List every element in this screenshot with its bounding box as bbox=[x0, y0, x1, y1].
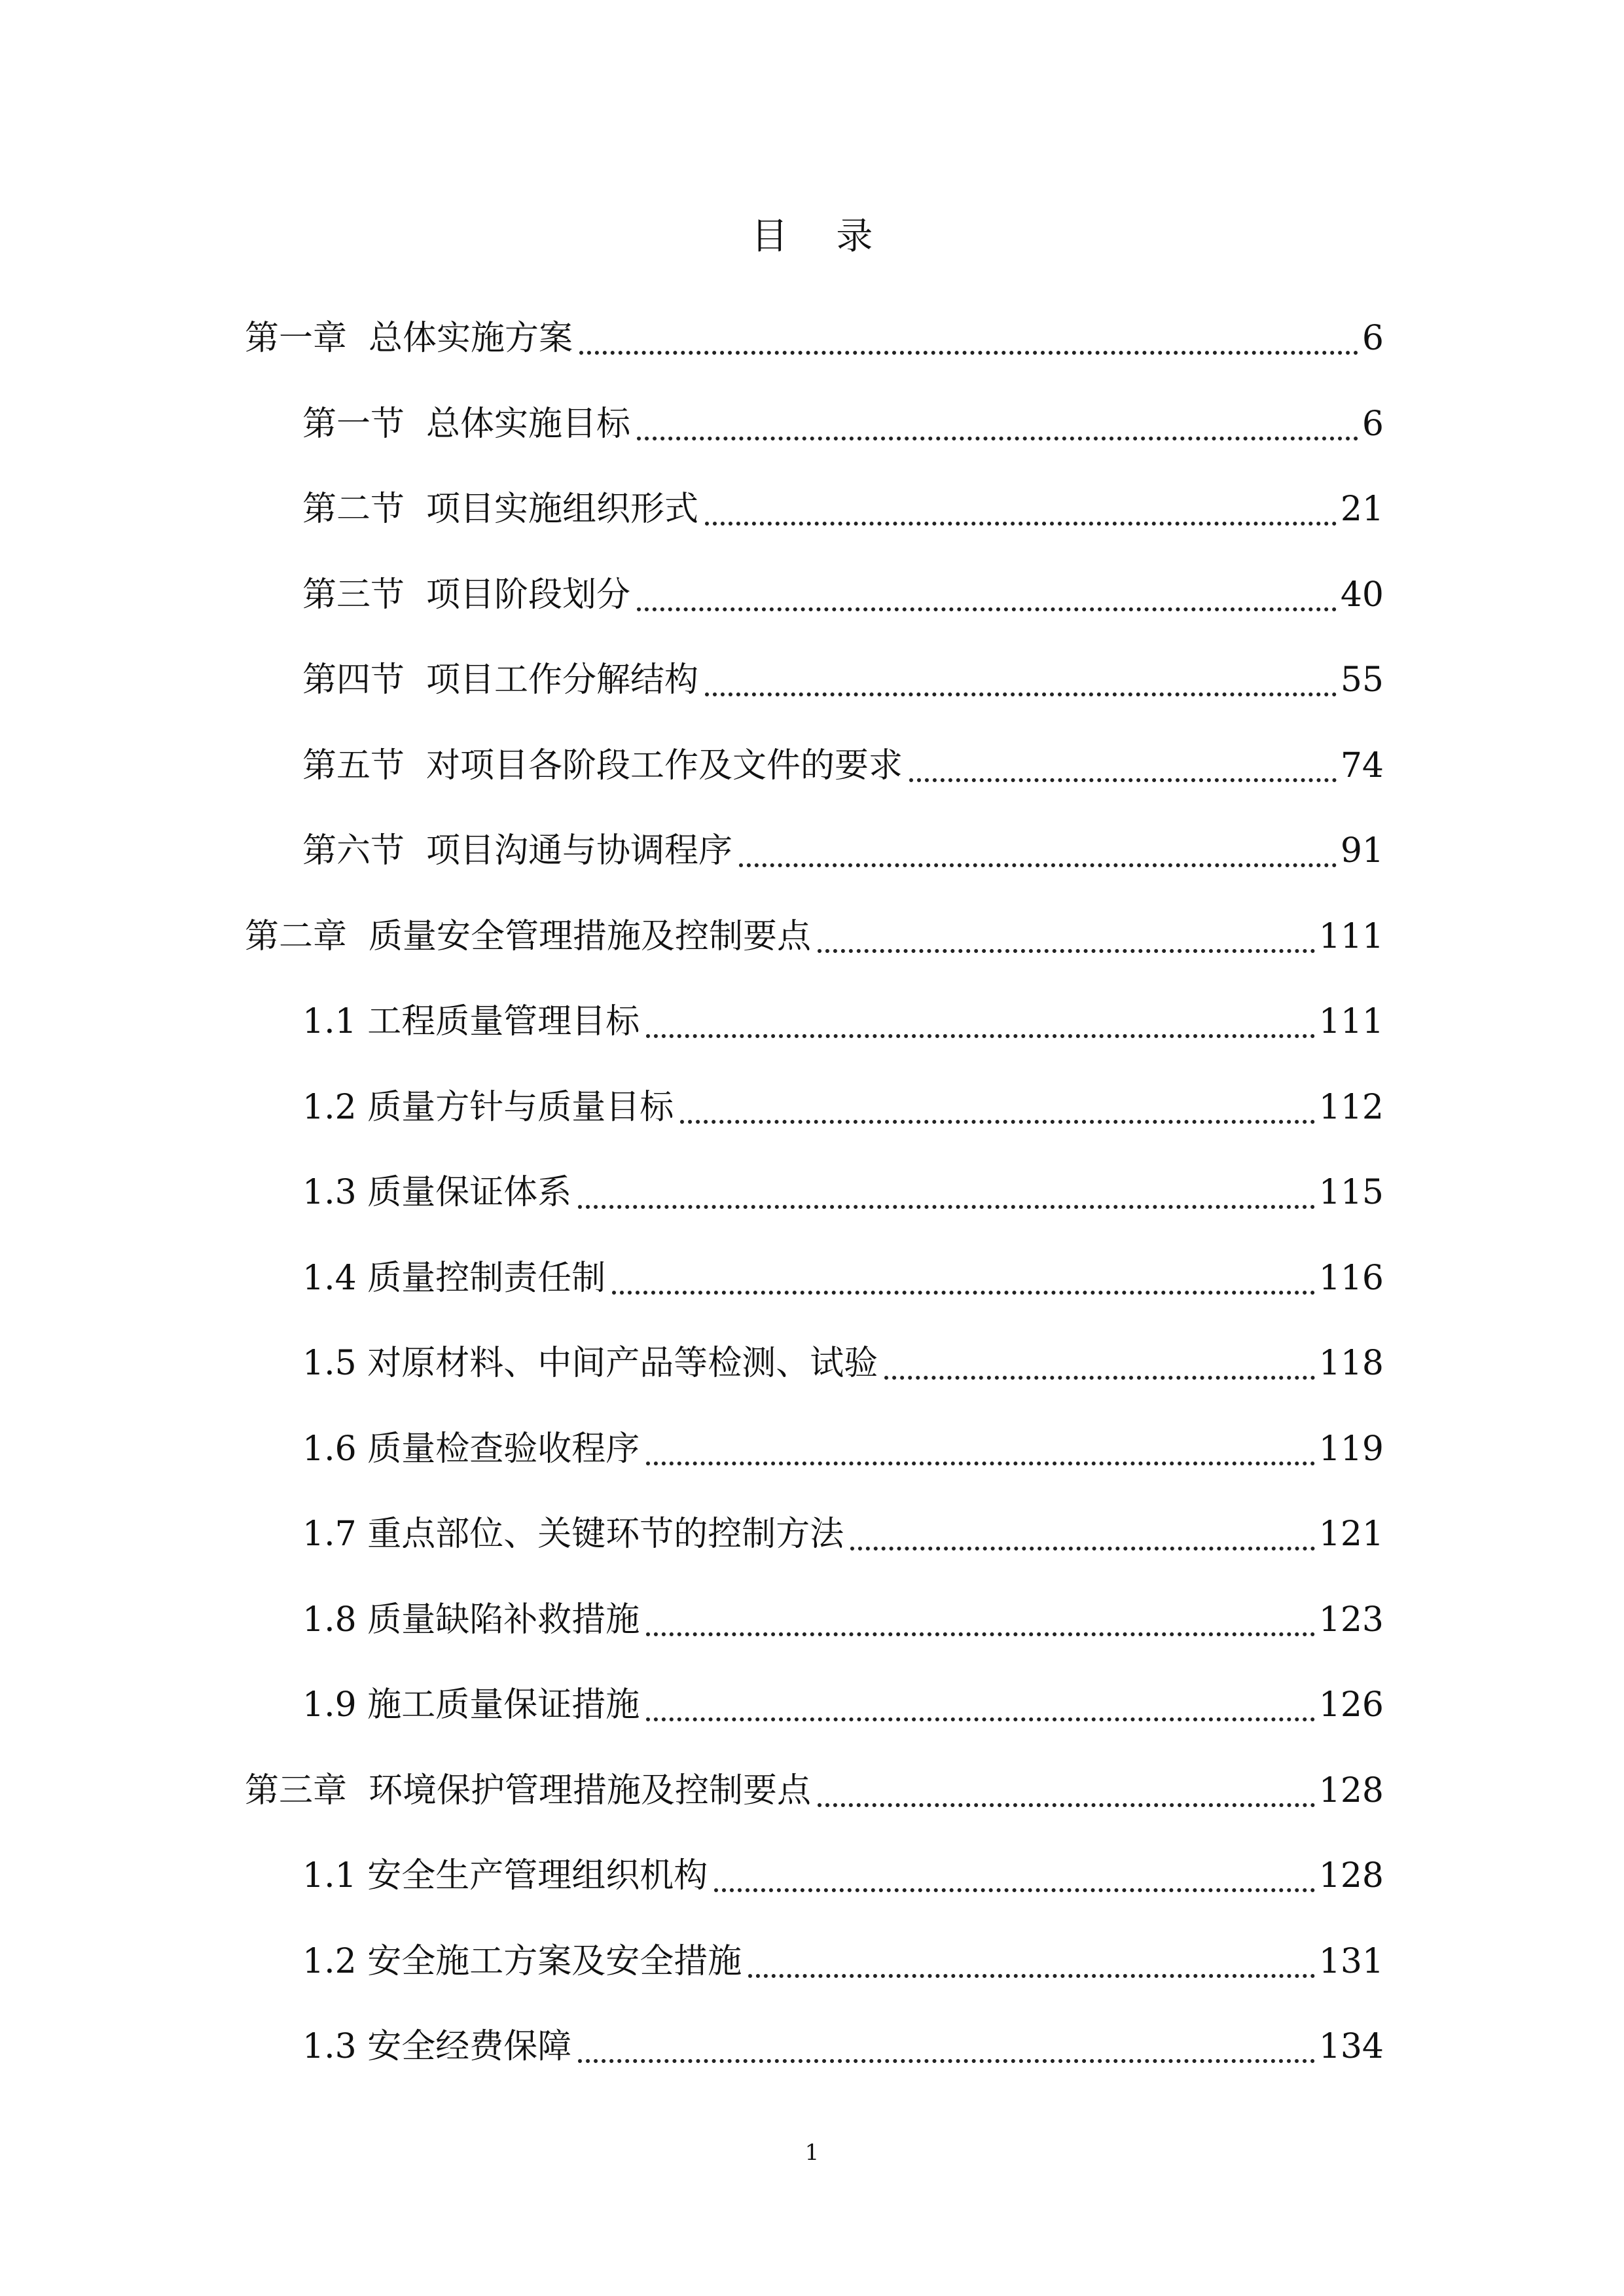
dot-leader bbox=[637, 607, 1337, 611]
dot-leader bbox=[818, 949, 1315, 953]
dot-leader bbox=[646, 1717, 1315, 1721]
toc-entry-section-3-1[interactable] bbox=[245, 1833, 1384, 1919]
toc-title: 目 录 bbox=[751, 215, 892, 258]
dot-leader bbox=[739, 863, 1337, 867]
toc-entry-section-3-2[interactable] bbox=[245, 1919, 1384, 2005]
dot-leader bbox=[646, 1462, 1315, 1465]
toc-entry-page: 131 bbox=[1318, 1941, 1384, 1981]
dot-leader bbox=[884, 1376, 1315, 1380]
toc-entry-label: 1.4 质量控制责任制 bbox=[302, 1258, 606, 1298]
toc-entry-page: 112 bbox=[1318, 1087, 1384, 1127]
toc-entry-label: 第五节 对项目各阶段工作及文件的要求 bbox=[302, 745, 903, 785]
toc-entry-label: 1.3 安全经费保障 bbox=[302, 2027, 572, 2067]
toc-entry-page: 126 bbox=[1318, 1685, 1384, 1725]
toc-entry-page: 115 bbox=[1318, 1173, 1384, 1213]
dot-leader bbox=[612, 1291, 1315, 1295]
toc-entry-section-2-1[interactable] bbox=[245, 979, 1384, 1065]
toc-entry-page: 111 bbox=[1318, 916, 1384, 956]
toc-entry-page: 134 bbox=[1318, 2027, 1384, 2067]
toc-entry-label: 第四节 项目工作分解结构 bbox=[302, 660, 699, 700]
dot-leader bbox=[578, 2059, 1315, 2063]
dot-leader bbox=[646, 1632, 1315, 1636]
toc-entry-chapter-1[interactable] bbox=[245, 296, 1384, 382]
toc-entry-label: 第三节 项目阶段划分 bbox=[302, 575, 631, 615]
table-of-contents bbox=[245, 296, 1384, 2090]
toc-entry-section-1-2[interactable] bbox=[245, 467, 1384, 552]
toc-entry-section-2-5[interactable] bbox=[245, 1321, 1384, 1407]
dot-leader bbox=[909, 778, 1337, 782]
toc-entry-chapter-2[interactable] bbox=[245, 894, 1384, 980]
toc-entry-page: 123 bbox=[1318, 1600, 1384, 1640]
toc-entry-label: 第二节 项目实施组织形式 bbox=[302, 490, 699, 529]
toc-entry-label: 1.1 安全生产管理组织机构 bbox=[302, 1856, 708, 1896]
toc-entry-label: 1.2 质量方针与质量目标 bbox=[302, 1087, 674, 1127]
toc-entry-label: 1.7 重点部位、关键环节的控制方法 bbox=[302, 1515, 844, 1554]
dot-leader bbox=[818, 1803, 1315, 1807]
dot-leader bbox=[578, 1205, 1315, 1209]
dot-leader bbox=[850, 1547, 1315, 1551]
toc-entry-chapter-3[interactable] bbox=[245, 1748, 1384, 1834]
toc-entry-label: 第六节 项目沟通与协调程序 bbox=[302, 831, 733, 871]
toc-entry-section-2-8[interactable] bbox=[245, 1577, 1384, 1663]
toc-entry-label: 第三章 环境保护管理措施及控制要点 bbox=[245, 1770, 812, 1810]
toc-entry-page: 119 bbox=[1318, 1429, 1384, 1469]
toc-entry-label: 1.8 质量缺陷补救措施 bbox=[302, 1600, 640, 1640]
dot-leader bbox=[748, 1974, 1315, 1978]
dot-leader bbox=[579, 351, 1358, 355]
toc-entry-label: 1.5 对原材料、中间产品等检测、试验 bbox=[302, 1344, 878, 1384]
toc-entry-label: 第二章 质量安全管理措施及控制要点 bbox=[245, 916, 812, 956]
dot-leader bbox=[705, 692, 1337, 696]
toc-entry-section-2-3[interactable] bbox=[245, 1150, 1384, 1236]
toc-entry-page: 118 bbox=[1318, 1344, 1384, 1384]
toc-entry-section-1-4[interactable] bbox=[245, 637, 1384, 723]
toc-entry-section-1-5[interactable] bbox=[245, 723, 1384, 809]
toc-entry-page: 128 bbox=[1318, 1856, 1384, 1896]
toc-entry-label: 1.3 质量保证体系 bbox=[302, 1173, 572, 1213]
toc-entry-page: 40 bbox=[1340, 575, 1384, 615]
toc-entry-page: 55 bbox=[1340, 660, 1384, 700]
toc-entry-label: 第一章 总体实施方案 bbox=[245, 319, 573, 359]
toc-entry-page: 128 bbox=[1318, 1770, 1384, 1810]
toc-entry-section-2-4[interactable] bbox=[245, 1236, 1384, 1321]
toc-entry-page: 6 bbox=[1362, 319, 1384, 359]
toc-entry-section-3-3[interactable] bbox=[245, 2004, 1384, 2090]
toc-entry-page: 91 bbox=[1340, 831, 1384, 871]
toc-entry-label: 1.1 工程质量管理目标 bbox=[302, 1002, 640, 1042]
toc-entry-page: 111 bbox=[1318, 1002, 1384, 1042]
dot-leader bbox=[646, 1034, 1315, 1038]
dot-leader bbox=[680, 1120, 1315, 1124]
toc-entry-page: 116 bbox=[1318, 1258, 1384, 1298]
toc-entry-page: 6 bbox=[1362, 404, 1384, 444]
dot-leader bbox=[714, 1888, 1315, 1892]
toc-entry-section-2-6[interactable] bbox=[245, 1407, 1384, 1492]
toc-entry-section-2-9[interactable] bbox=[245, 1662, 1384, 1748]
toc-entry-section-1-6[interactable] bbox=[245, 808, 1384, 894]
toc-entry-section-1-3[interactable] bbox=[245, 552, 1384, 638]
page-number: 1 bbox=[804, 2140, 820, 2166]
dot-leader bbox=[637, 437, 1358, 440]
toc-entry-page: 21 bbox=[1340, 490, 1384, 529]
toc-entry-label: 1.9 施工质量保证措施 bbox=[302, 1685, 640, 1725]
toc-entry-label: 1.2 安全施工方案及安全措施 bbox=[302, 1941, 742, 1981]
dot-leader bbox=[705, 522, 1337, 526]
toc-entry-label: 第一节 总体实施目标 bbox=[302, 404, 631, 444]
toc-entry-label: 1.6 质量检查验收程序 bbox=[302, 1429, 640, 1469]
toc-entry-section-2-2[interactable] bbox=[245, 1065, 1384, 1151]
toc-entry-page: 121 bbox=[1318, 1515, 1384, 1554]
toc-entry-section-2-7[interactable] bbox=[245, 1492, 1384, 1577]
toc-entry-section-1-1[interactable] bbox=[245, 382, 1384, 467]
toc-entry-page: 74 bbox=[1340, 745, 1384, 785]
